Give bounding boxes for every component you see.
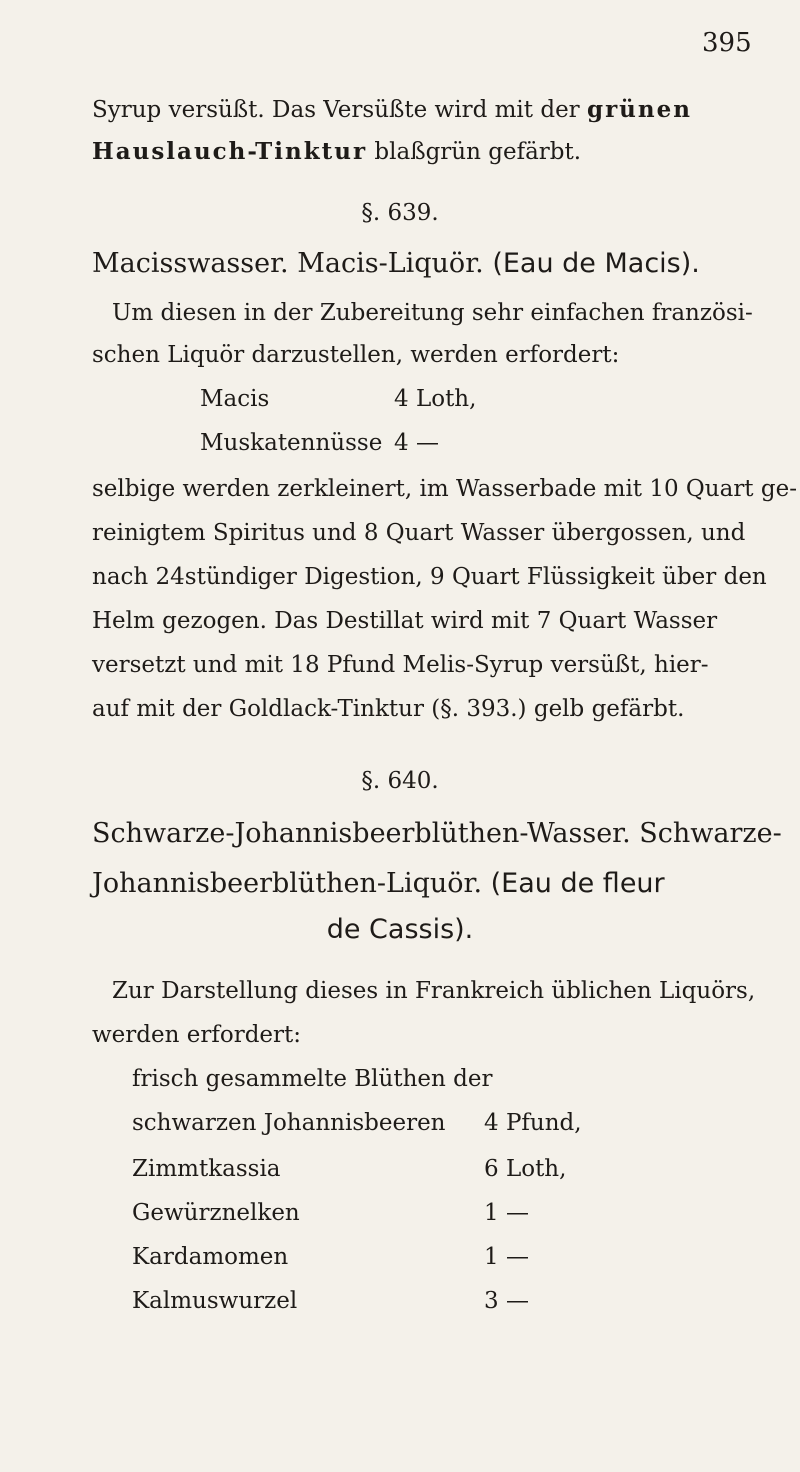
intro-emphasis-gruenen: grünen (586, 96, 692, 123)
ingredient-amount: 1 — (484, 1244, 529, 1270)
section-639-body2-line-6: auf mit der Goldlack-Tinktur (§. 393.) gelb gefärbt. (92, 696, 685, 722)
section-640-body-line-1: Zur Darstellung dieses in Frankreich üblichen Liquörs, (112, 978, 756, 1004)
intro-line-1 (92, 96, 692, 123)
section-640-number: §. 640. (361, 768, 439, 794)
section-640-title-line-2 (92, 868, 665, 899)
section-640-latin-title: (Eau de fleur (490, 868, 665, 899)
ingredient-name: Kardamomen (132, 1244, 289, 1270)
section-639-body-line-1: Um diesen in der Zubereitung sehr einfachen französi- (112, 300, 753, 326)
section-639-body2-line-4: Helm gezogen. Das Destillat wird mit 7 Quart Wasser (92, 608, 718, 634)
ingredient-name: Macis (200, 386, 270, 412)
ingredient-name: Zimmtkassia (132, 1156, 281, 1182)
section-640-body-line-2: werden erfordert: (92, 1022, 302, 1048)
section-639-body2-line-2: reinigtem Spiritus und 8 Quart Wasser übergossen, und (92, 520, 746, 546)
page-number: 395 (702, 28, 752, 58)
intro-emphasis-tinktur: Hauslauch-Tinktur (92, 138, 368, 165)
ingredient-amount: 4 Loth, (394, 386, 477, 412)
ingredient-amount: 6 Loth, (484, 1156, 567, 1182)
section-639-latin-title: (Eau de Macis). (492, 248, 700, 279)
section-640-latin-title-cont: de Cassis). (326, 914, 474, 945)
section-639-body-line-2: schen Liquör darzustellen, werden erfordert: (92, 342, 620, 368)
ingredient-name: Gewürznelken (132, 1200, 300, 1226)
intro-line-1-text: Syrup versüßt. Das Versüßte wird mit der (92, 97, 587, 123)
section-640-title: Johannisbeerblüthen-Liquör. (92, 868, 483, 899)
ingredient-name: frisch gesammelte Blüthen der (132, 1066, 493, 1092)
ingredient-name: Kalmuswurzel (132, 1288, 298, 1314)
ingredient-name: schwarzen Johannisbeeren (132, 1110, 446, 1136)
section-639-title: Macisswasser. Macis-Liquör. (92, 248, 484, 279)
section-639-body2-line-3: nach 24stündiger Digestion, 9 Quart Flüssigkeit über den (92, 564, 767, 590)
section-639-body2-line-1: selbige werden zerkleinert, im Wasserbade mit 10 Quart ge- (92, 476, 797, 502)
intro-line-2-text: blaßgrün gefärbt. (367, 139, 582, 165)
section-639-body2-line-5: versetzt und mit 18 Pfund Melis-Syrup versüßt, hier- (92, 652, 709, 678)
ingredient-amount: 4 Pfund, (484, 1110, 582, 1136)
section-639-heading (92, 248, 700, 279)
ingredient-amount: 1 — (484, 1200, 529, 1226)
section-640-title-line-1: Schwarze-Johannisbeerblüthen-Wasser. Schwarze- (92, 818, 782, 849)
ingredient-amount: 4 — (394, 430, 439, 456)
ingredient-amount: 3 — (484, 1288, 529, 1314)
ingredient-name: Muskatennüsse (200, 430, 383, 456)
intro-line-2 (92, 138, 581, 165)
section-639-number: §. 639. (361, 200, 439, 226)
